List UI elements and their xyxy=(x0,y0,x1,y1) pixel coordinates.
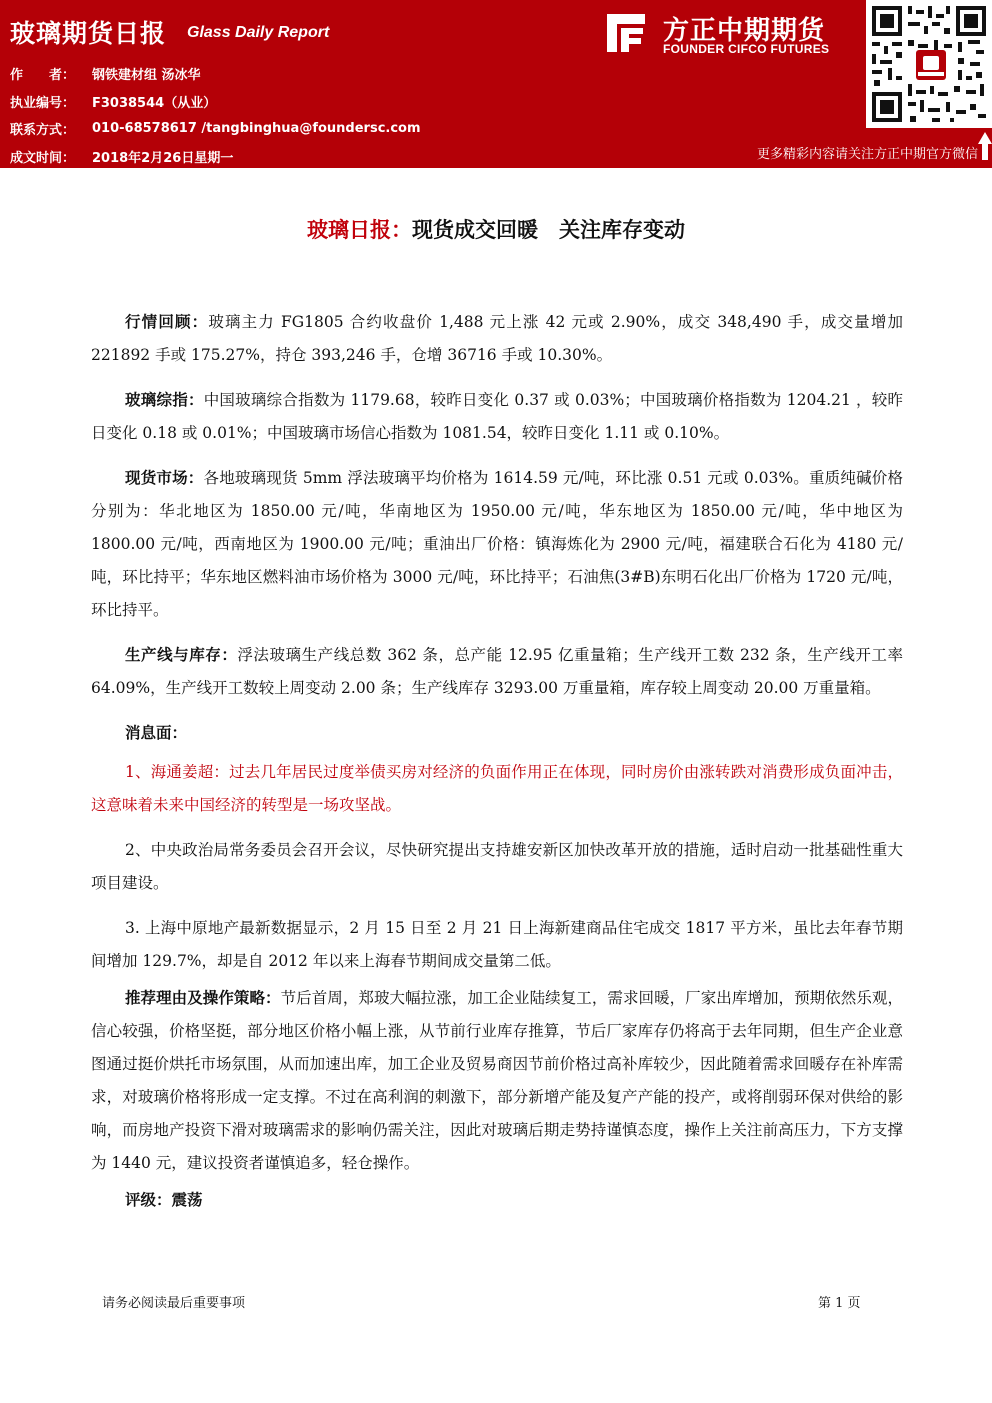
section-label: 生产线与库存： xyxy=(125,646,238,664)
section-market-review xyxy=(91,306,903,372)
meta-row-author xyxy=(10,60,421,88)
meta-key: 联系方式： xyxy=(10,123,76,139)
section-text: 中国玻璃综合指数为 1179.68，较昨日变化 0.37 或 0.03%；中国玻璃价格指数为 1204.21 ，较昨日变化 0.18 或 0.01%；中国玻璃市场信心指数为 1081.54，较昨日变化 1.11 或 0.10%。 xyxy=(91,391,903,442)
logo-text-en: FOUNDER CIFCO FUTURES xyxy=(663,42,830,56)
section-production-inventory xyxy=(91,639,903,705)
report-body xyxy=(91,306,903,1217)
section-label: 行情回顾： xyxy=(125,313,209,331)
section-news-heading xyxy=(91,717,903,750)
meta-key: 成文时间： xyxy=(10,150,76,166)
section-label: 现货市场： xyxy=(125,469,204,487)
meta-row-contact xyxy=(10,115,421,143)
meta-row-license xyxy=(10,88,421,116)
section-text: 各地玻璃现货 5mm 浮法玻璃平均价格为 1614.59 元/吨，环比涨 0.51 元或 0.03%。重质纯碱价格分别为：华北地区为 1850.00 元/吨，华南地区为 1950.00 元/吨，华东地区为 1850.00 元/吨，华中地区为 1800.00 元/吨，西南地区为 1900.00 元/吨；重油出厂价格：镇海炼化为 2900 元/吨，福建联合石化为 4180 元/吨，环比持平；华东地区燃料油市场价格为 3000 元/吨，环比持平；石油焦(3#B)东明石化出厂价格为 1720 元/吨，环比持平。 xyxy=(91,469,903,619)
meta-value: 2018年2月26日星期一 xyxy=(92,150,234,166)
headline-prefix: 玻璃日报： xyxy=(307,218,412,242)
logo-text-zh: 方正中期期货 xyxy=(663,16,826,46)
wechat-follow-note: 更多精彩内容请关注方正中期官方微信 xyxy=(756,147,978,162)
news-item: 2、中央政治局常务委员会召开会议，尽快研究提出支持雄安新区加快改革开放的措施，适时启动一批基础性重大项目建设。 xyxy=(91,841,903,892)
headline-main: 现货成交回暖 关注库存变动 xyxy=(412,218,685,242)
news-item: 1、海通姜超：过去几年居民过度举债买房对经济的负面作用正在体现，同时房价由涨转跌对消费形成负面冲击，这意味着未来中国经济的转型是一场攻坚战。 xyxy=(91,763,903,814)
founder-cifco-logo xyxy=(603,8,859,62)
qr-code-icon xyxy=(866,0,992,128)
meta-key: 执业编号： xyxy=(10,95,76,111)
meta-value: 钢铁建材组 汤冰华 xyxy=(92,68,201,84)
meta-row-date xyxy=(10,143,421,171)
section-spot-market xyxy=(91,462,903,627)
meta-value: 010-68578617 /tangbinghua@foundersc.com xyxy=(92,121,421,137)
section-label: 评级： xyxy=(125,1191,172,1209)
section-text: 浮法玻璃生产线总数 362 条，总产能 12.95 亿重量箱；生产线开工数 232 条，生产线开工率 64.09%，生产线开工数较上周变动 2.00 条；生产线库存 3293.00 万重量箱，库存较上周变动 20.00 万重量箱。 xyxy=(91,646,903,697)
rating-value: 震荡 xyxy=(171,1191,203,1209)
meta-key: 作 者： xyxy=(10,68,76,84)
report-headline xyxy=(0,214,992,244)
meta-value: F3038544（从业） xyxy=(92,95,217,111)
report-title-zh: 玻璃期货日报 xyxy=(10,19,167,48)
wechat-qr-code xyxy=(866,0,992,128)
section-glass-index xyxy=(91,384,903,450)
section-label: 推荐理由及操作策略： xyxy=(125,989,281,1007)
page-number: 第 1 页 xyxy=(818,1296,861,1311)
news-item: 3. 上海中原地产最新数据显示，2 月 15 日至 2 月 21 日上海新建商品住宅成交 1817 平方米，虽比去年春节期间增加 129.7%，却是自 2012 年以来上海春节期间成交量第二低。 xyxy=(91,919,903,970)
report-title-en: Glass Daily Report xyxy=(187,24,330,41)
founder-logo-mark-icon xyxy=(603,8,655,58)
section-text: 玻璃主力 FG1805 合约收盘价 1,488 元上涨 42 元或 2.90%，成交 348,490 手，成交量增加 221892 手或 175.27%，持仓 393,246 手，仓增 36716 手或 10.30%。 xyxy=(91,313,903,364)
report-header-banner xyxy=(0,0,992,168)
section-text: 节后首周，郑玻大幅拉涨，加工企业陆续复工，需求回暖，厂家出库增加，预期依然乐观，信心较强，价格坚挺，部分地区价格小幅上涨，从节前行业库存推算，节后厂家库存仍将高于去年同期，但生产企业意图通过挺价烘托市场氛围，从而加速出库，加工企业及贸易商因节前价格过高补库较少，因此随着需求回暖存在补库需求，对玻璃价格将形成一定支撑。不过在高利润的刺激下，部分新增产能及复产产能的投产，或将削弱环保对供给的影响，而房地产投资下滑对玻璃需求的影响仍需关注，因此对玻璃后期走势持谨慎态度，操作上关注前高压力，下方支撑为 1440 元，建议投资者谨慎追多，轻仓操作。 xyxy=(91,989,903,1172)
section-label: 消息面： xyxy=(125,724,188,742)
section-strategy xyxy=(91,982,903,1180)
up-arrow-icon xyxy=(978,132,992,160)
footer-notice: 请务必阅读最后重要事项 xyxy=(102,1296,246,1311)
section-rating xyxy=(91,1184,903,1217)
author-meta xyxy=(10,60,421,170)
section-label: 玻璃综指： xyxy=(125,391,204,409)
